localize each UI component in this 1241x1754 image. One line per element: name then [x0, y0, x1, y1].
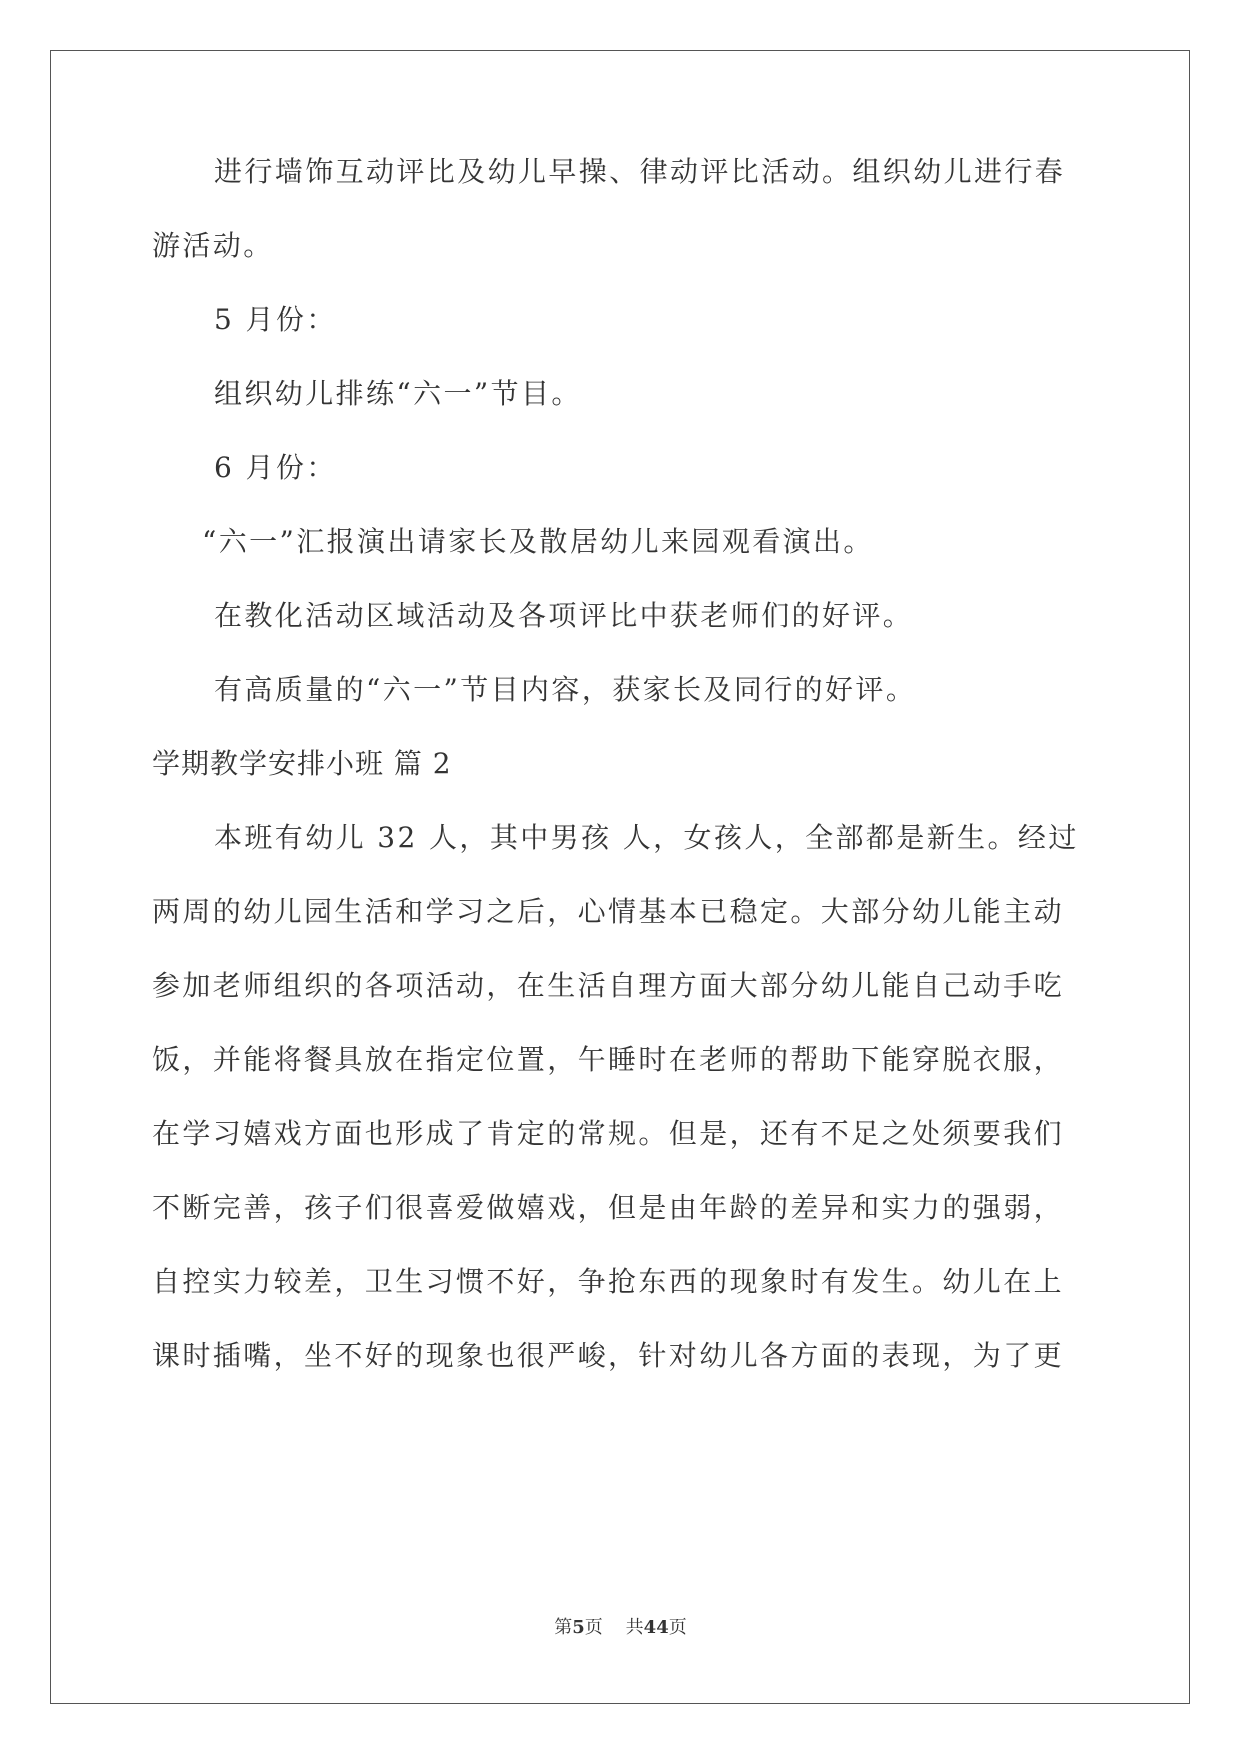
month-label: 6 月份： [214, 451, 337, 484]
total-prefix: 共 [625, 1617, 644, 1638]
month-label: 5 月份： [214, 303, 337, 336]
total-pages: 44 [643, 1617, 669, 1638]
page-footer [0, 1616, 1241, 1640]
paragraph-line: 在教化活动区域活动及各项评比中获老师们的好评。 [214, 599, 914, 632]
paragraph-line: 在学习嬉戏方面也形成了肯定的常规。但是，还有不足之处须要我们 [152, 1117, 1065, 1150]
paragraph-line: 课时插嘴，坐不好的现象也很严峻，针对幼儿各方面的表现，为了更 [152, 1339, 1065, 1372]
section-heading: 学期教学安排小班 篇 2 [152, 747, 452, 780]
page-prefix: 第 [554, 1617, 573, 1638]
page-border [50, 50, 1190, 1704]
paragraph-line: 两周的幼儿园生活和学习之后，心情基本已稳定。大部分幼儿能主动 [152, 895, 1065, 928]
paragraph-line: 进行墙饰互动评比及幼儿早操、律动评比活动。组织幼儿进行春 [214, 155, 1066, 188]
paragraph-line: “六一”汇报演出请家长及散居幼儿来园观看演出。 [202, 525, 874, 558]
paragraph-line: 不断完善，孩子们很喜爱做嬉戏，但是由年龄的差异和实力的强弱， [152, 1191, 1065, 1224]
total-suffix: 页 [668, 1617, 687, 1638]
paragraph-line: 本班有幼儿 32 人，其中男孩 人，女孩人，全部都是新生。经过 [214, 821, 1079, 854]
paragraph-line: 参加老师组织的各项活动，在生活自理方面大部分幼儿能自己动手吃 [152, 969, 1065, 1002]
paragraph-line: 游活动。 [152, 229, 274, 262]
paragraph-line: 自控实力较差，卫生习惯不好，争抢东西的现象时有发生。幼儿在上 [152, 1265, 1065, 1298]
paragraph-line: 饭，并能将餐具放在指定位置，午睡时在老师的帮助下能穿脱衣服， [152, 1043, 1065, 1076]
paragraph-line: 组织幼儿排练“六一”节目。 [214, 377, 582, 410]
paragraph-line: 有高质量的“六一”节目内容，获家长及同行的好评。 [214, 673, 917, 706]
page-number: 5 [572, 1617, 585, 1638]
page-suffix: 页 [584, 1617, 603, 1638]
